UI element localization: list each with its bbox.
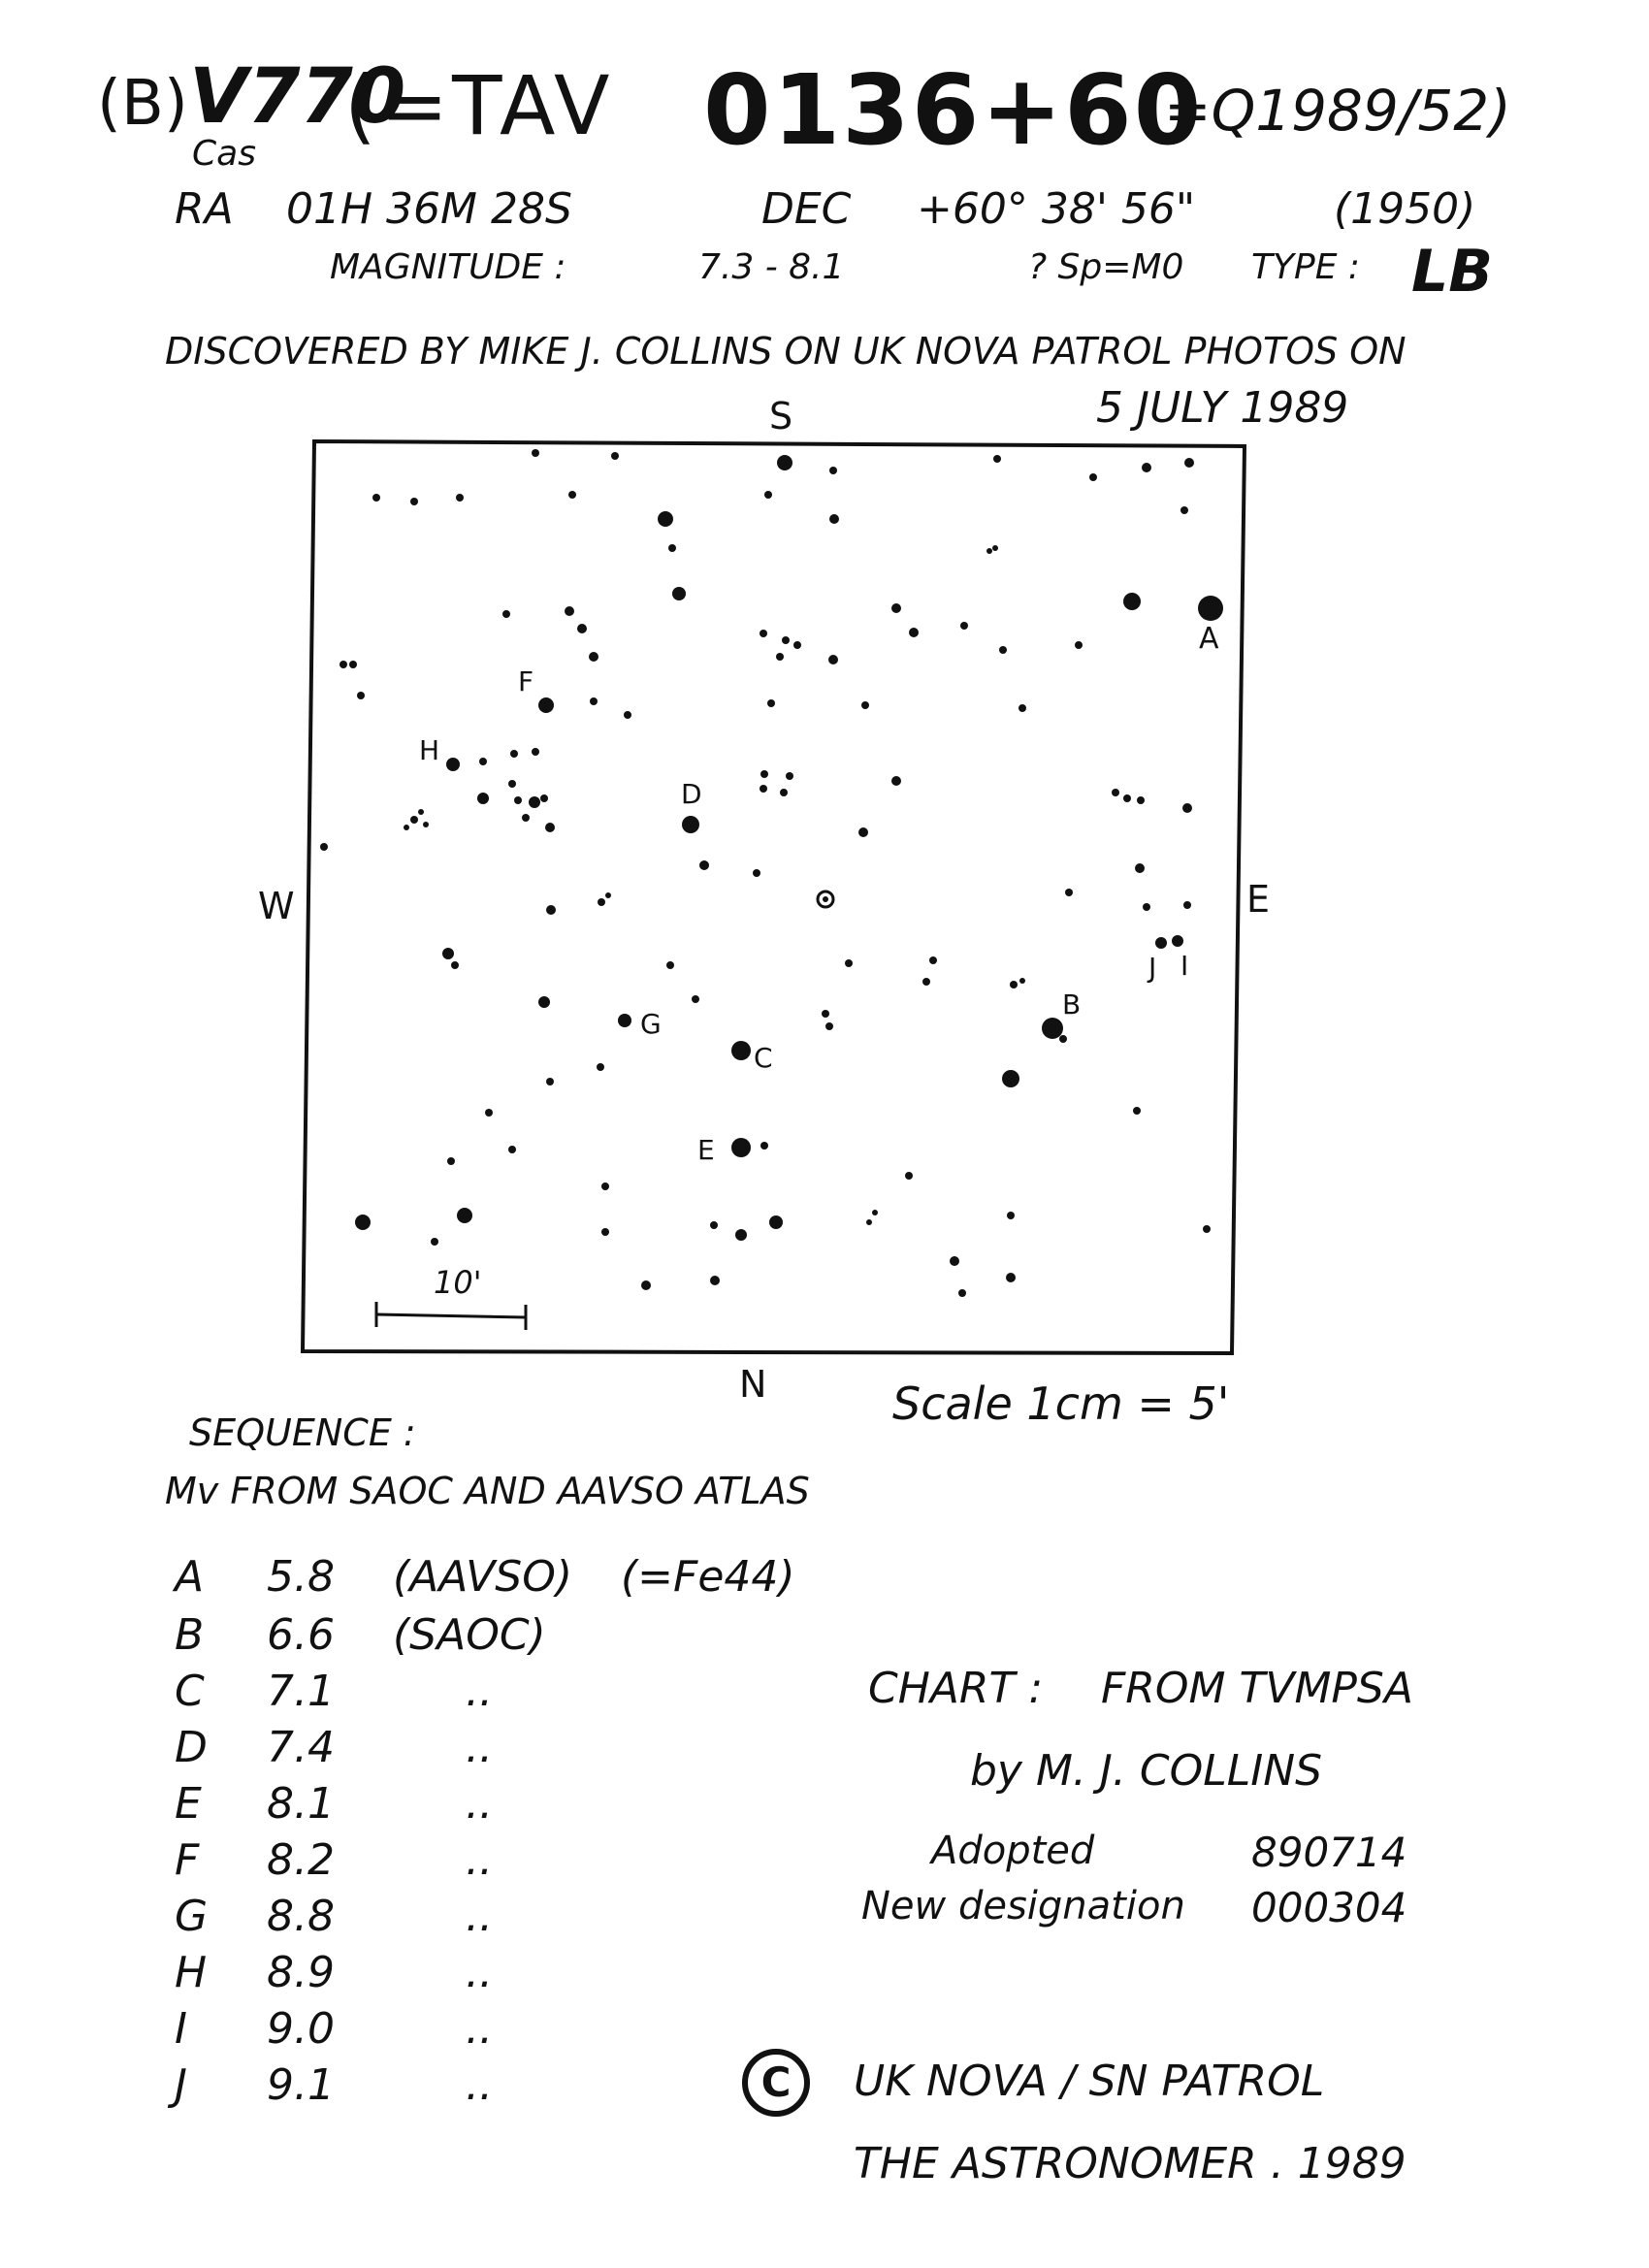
seq-label: A xyxy=(175,1552,205,1602)
type-label: TYPE : xyxy=(1251,247,1361,287)
field-star xyxy=(1123,593,1141,610)
field-star xyxy=(658,511,673,527)
star-g xyxy=(618,1014,631,1027)
seq-source: .. xyxy=(466,1835,493,1885)
seq-label: I xyxy=(175,2004,187,2054)
star-chart xyxy=(303,441,1245,1353)
constellation: Cas xyxy=(192,134,256,174)
chart-label-g: G xyxy=(640,1008,662,1040)
seq-mag: 8.8 xyxy=(267,1892,335,1941)
copyright-line-1: UK NOVA / SN PATROL xyxy=(854,2057,1325,2106)
seq-source: .. xyxy=(466,2060,493,2110)
spectral-type: ? Sp=M0 xyxy=(1028,247,1184,287)
field-star xyxy=(672,587,686,600)
star-h xyxy=(446,758,460,771)
field-star xyxy=(479,758,487,765)
seq-source: .. xyxy=(466,1779,493,1829)
seq-label: F xyxy=(175,1835,200,1885)
copyright-line-2: THE ASTRONOMER . 1989 xyxy=(854,2139,1406,2188)
field-star xyxy=(529,796,540,808)
star-d xyxy=(682,816,699,833)
scale-bar xyxy=(376,1302,526,1330)
seq-source: (AAVSO) xyxy=(393,1552,573,1602)
seq-label: J xyxy=(175,2060,187,2110)
chart-label-i: I xyxy=(1180,950,1189,982)
star-e xyxy=(731,1138,751,1157)
chart-label-e: E xyxy=(697,1134,715,1166)
chart-label-d: D xyxy=(681,778,702,810)
title-prefix: (B) xyxy=(97,68,188,140)
seq-mag: 7.1 xyxy=(267,1667,335,1716)
seq-mag: 9.0 xyxy=(267,2004,335,2054)
seq-mag: 8.9 xyxy=(267,1948,335,1997)
seq-label: B xyxy=(175,1610,205,1660)
chart-label-c: C xyxy=(754,1042,773,1074)
seq-source: .. xyxy=(466,1892,493,1941)
new-designation-label: New designation xyxy=(861,1884,1185,1928)
field-star xyxy=(1002,1070,1019,1087)
direction-west: W xyxy=(258,885,295,927)
adopted-value: 890714 xyxy=(1251,1829,1407,1876)
field-star xyxy=(735,1229,747,1241)
sequence-subtitle: Mv FROM SAOC AND AAVSO ATLAS xyxy=(165,1470,810,1512)
ra-label: RA xyxy=(175,184,234,234)
dec-value: +60° 38' 56" xyxy=(917,184,1196,234)
seq-source: .. xyxy=(466,1667,493,1716)
discovery-line-1: DISCOVERED BY MIKE J. COLLINS ON UK NOVA PATROL PHOTOS ON xyxy=(165,330,1406,373)
seq-mag: 8.2 xyxy=(267,1835,335,1885)
adopted-label: Adopted xyxy=(931,1829,1095,1873)
small-field-stars xyxy=(320,449,1211,1297)
star-f xyxy=(538,697,554,713)
seq-note: (=Fe44) xyxy=(621,1552,795,1602)
chart-label-h: H xyxy=(419,734,440,766)
seq-label: H xyxy=(175,1948,208,1997)
magnitude-label: MAGNITUDE : xyxy=(330,247,566,287)
variable-star-center xyxy=(823,896,828,902)
alt-designation: =Q1989/52) xyxy=(1164,78,1511,144)
seq-mag: 6.6 xyxy=(267,1610,335,1660)
sequence-title: SEQUENCE : xyxy=(189,1411,416,1454)
star-b xyxy=(1042,1018,1063,1039)
seq-mag: 7.4 xyxy=(267,1723,335,1772)
seq-mag: 8.1 xyxy=(267,1779,335,1829)
seq-label: G xyxy=(175,1892,209,1941)
direction-north: N xyxy=(739,1363,767,1406)
seq-source: .. xyxy=(466,1948,493,1997)
star-c xyxy=(731,1041,751,1060)
discovery-date: 5 JULY 1989 xyxy=(1096,383,1349,433)
seq-label: E xyxy=(175,1779,202,1829)
star-j xyxy=(1155,937,1167,949)
chart-label-a: A xyxy=(1199,622,1219,656)
star-name: V770 xyxy=(189,53,406,141)
field-star xyxy=(457,1208,472,1223)
ra-value: 01H 36M 28S xyxy=(286,184,572,234)
chart-label-b: B xyxy=(1062,988,1082,1021)
chart-credit-label: CHART : xyxy=(868,1664,1044,1713)
magnitude-range: 7.3 - 8.1 xyxy=(698,247,845,287)
scale-text: Scale 1cm = 5' xyxy=(892,1377,1230,1430)
seq-source: .. xyxy=(466,1723,493,1772)
seq-label: D xyxy=(175,1723,208,1772)
field-star xyxy=(355,1215,371,1230)
designation-number: 0136+60 xyxy=(703,53,1204,167)
seq-source: .. xyxy=(466,2004,493,2054)
star-a xyxy=(1198,596,1223,621)
chart-label-j: J xyxy=(1148,952,1157,984)
seq-label: C xyxy=(175,1667,205,1716)
type-value: LB xyxy=(1411,238,1493,306)
field-star xyxy=(477,793,489,804)
chart-credit-source: FROM TVMPSA xyxy=(1101,1664,1413,1713)
epoch: (1950) xyxy=(1334,184,1476,234)
dec-label: DEC xyxy=(761,184,852,234)
designation-open: (=TAV xyxy=(344,58,614,153)
field-star xyxy=(442,948,454,959)
direction-south: S xyxy=(769,395,793,437)
chart-credit-author: by M. J. COLLINS xyxy=(970,1746,1323,1796)
copyright-icon: C xyxy=(742,2049,810,2117)
chart-label-f: F xyxy=(518,665,534,697)
scale-bar-label: 10' xyxy=(434,1264,482,1301)
new-designation-value: 000304 xyxy=(1251,1884,1407,1931)
direction-east: E xyxy=(1246,878,1271,921)
seq-mag: 9.1 xyxy=(267,2060,335,2110)
field-star xyxy=(538,996,550,1008)
star-i xyxy=(1172,935,1183,947)
field-star xyxy=(769,1215,783,1229)
field-star xyxy=(777,455,792,470)
seq-source: (SAOC) xyxy=(393,1610,546,1660)
seq-mag: 5.8 xyxy=(267,1552,335,1602)
